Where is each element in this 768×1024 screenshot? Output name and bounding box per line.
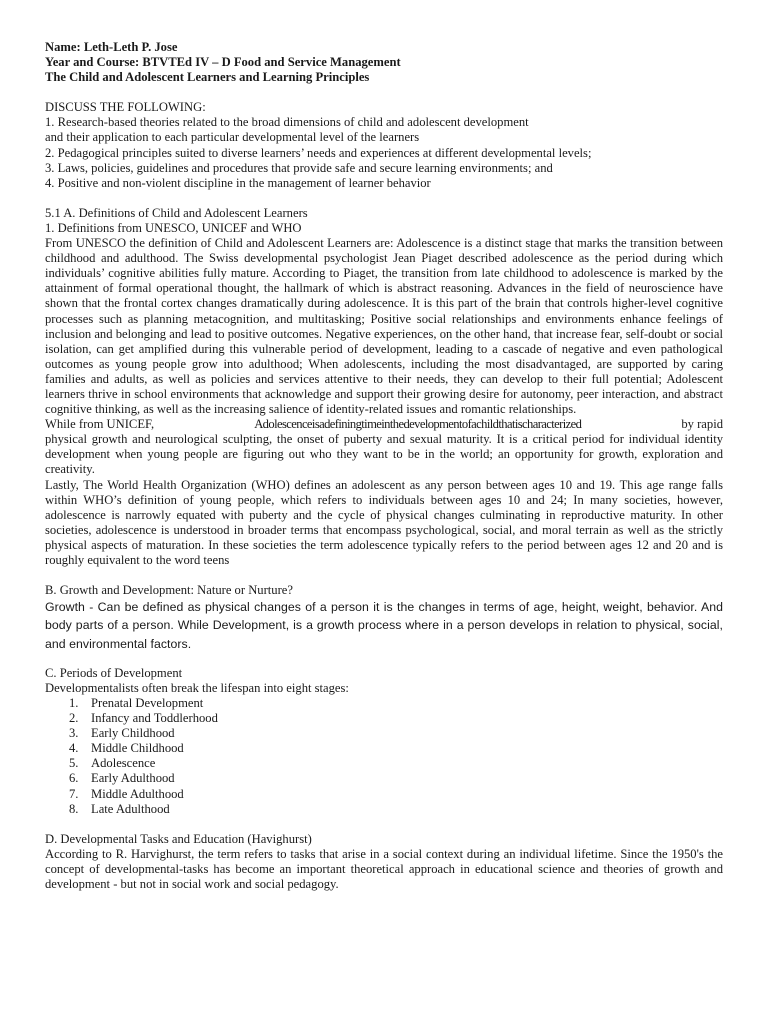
document-title: The Child and Adolescent Learners and Learning Principles (45, 70, 370, 85)
who-paragraph: Lastly, The World Health Organization (WHO) defines an adolescent as any person between ages 10 and 19. This age range falls within WHO’s definition of young people, which refers to individuals between ages 10 and 24; In many societies, however, adolescence is narrowly equated with puberty and the cycle of physical changes culminating in reproductive maturity. In other societies, adolescence is understood in broader terms that encompass psychological, social, and moral terrain as well as the strictly physical aspects of maturation. In these societies the term adolescence typically refers to the period between ages 12 and 20 and is roughly equivalent to the word teens (45, 477, 723, 567)
unicef-first-line (45, 417, 723, 432)
list-item: 2. Infancy and Toddlerhood (69, 711, 218, 726)
list-item: 3. Early Childhood (69, 726, 175, 741)
section-a-heading: 5.1 A. Definitions of Child and Adolescent Learners (45, 205, 308, 220)
growth-development-paragraph: Growth - Can be defined as physical changes of a person it is the changes in terms of age, height, weight, behavior. And body parts of a person. While Development, is a growth process where in a person develops in relation to physical, social, and environmental factors. (45, 600, 723, 651)
section-b-heading: B. Growth and Development: Nature or Nurture? (45, 583, 293, 598)
discuss-item: 1. Research-based theories related to the broad dimensions of child and adolescent development (45, 115, 529, 130)
spacer (45, 653, 723, 666)
discuss-item: 3. Laws, policies, guidelines and procedures that provide safe and secure learning environments; and (45, 160, 553, 175)
discuss-item: 2. Pedagogical principles suited to diverse learners’ needs and experiences at different developmental levels; (45, 145, 592, 160)
section-c-heading: C. Periods of Development (45, 665, 183, 680)
list-item: 7. Middle Adulthood (69, 786, 184, 801)
discuss-item: and their application to each particular developmental level of the learners (45, 130, 420, 145)
section-a-subheading: 1. Definitions from UNESCO, UNICEF and WHO (45, 220, 302, 235)
discuss-heading: DISCUSS THE FOLLOWING: (45, 100, 206, 115)
unicef-end: by rapid (681, 417, 723, 432)
spacer (45, 85, 723, 100)
section-c-intro: Developmentalists often break the lifespan into eight stages: (45, 680, 349, 695)
list-item: 8. Late Adulthood (69, 801, 170, 816)
list-item: 1. Prenatal Development (69, 695, 204, 710)
unicef-run: Adolescenceisadefiningtimeinthedevelopmentofachildthatischaracterized (254, 417, 582, 432)
spacer (45, 817, 723, 832)
unicef-lead: While from UNICEF, (45, 417, 155, 432)
student-name: Name: Leth-Leth P. Jose (45, 40, 178, 54)
list-item: 6. Early Adulthood (69, 771, 175, 786)
year-and-course: Year and Course: BTVTEd IV – D Food and Service Management (45, 55, 401, 70)
spacer (45, 191, 723, 206)
section-d-heading: D. Developmental Tasks and Education (Havighurst) (45, 831, 312, 846)
list-item: 4. Middle Childhood (69, 741, 184, 756)
unesco-paragraph: From UNESCO the definition of Child and Adolescent Learners are: Adolescence is a distinct stage that marks the transition between childhood and adulthood. The Swiss developmental psychologist Jean Piaget described adolescence as the period during which individuals’ cognitive abilities fully mature. According to Piaget, the transition from late childhood to adolescence is marked by the attainment of formal operational thought, the hallmark of which is abstract reasoning. Advances in the field of neuroscience have shown that the frontal cortex changes dramatically during adolescence. It is this part of the brain that controls higher-level cognitive processes such as planning metacognition, and multitasking; Positive social relationships and environments enhance feelings of inclusion and belonging and lead to positive outcomes. Negative experiences, on the other hand, that increase fear, self-doubt or social isolation, can get amplified during this vulnerable period of development, leading to a cascade of negative and even pathological outcomes as young people grow into adulthood; When adolescents, including the most disadvantaged, are supported by caring families and adults, as well as policies and services attentive to their needs, they can develop to their full potential; Adolescent learners thrive in school environments that acknowledge and support their growing desire for autonomy, peer interaction, and abstract cognitive thinking, as well as the increasing salience of identity-related issues and romantic relationships. (45, 236, 723, 417)
list-item: 5. Adolescence (69, 756, 156, 771)
stages-list (45, 696, 723, 817)
unicef-paragraph: physical growth and neurological sculpting, the onset of puberty and sexual maturity. It is a critical period for individual identity development when young people are figuring out who they want to be in the world; an opportunity for growth, exploration and creativity. (45, 432, 723, 477)
discuss-item: 4. Positive and non-violent discipline in the management of learner behavior (45, 175, 431, 190)
spacer (45, 568, 723, 583)
document-page (45, 40, 723, 892)
havighurst-paragraph: According to R. Harvighurst, the term refers to tasks that arise in a social context during an individual lifetime. Since the 1950's the concept of developmental-tasks has become an important theoretical approach in educational science and theories of growth and development - but not in social work and social pedagogy. (45, 846, 723, 892)
